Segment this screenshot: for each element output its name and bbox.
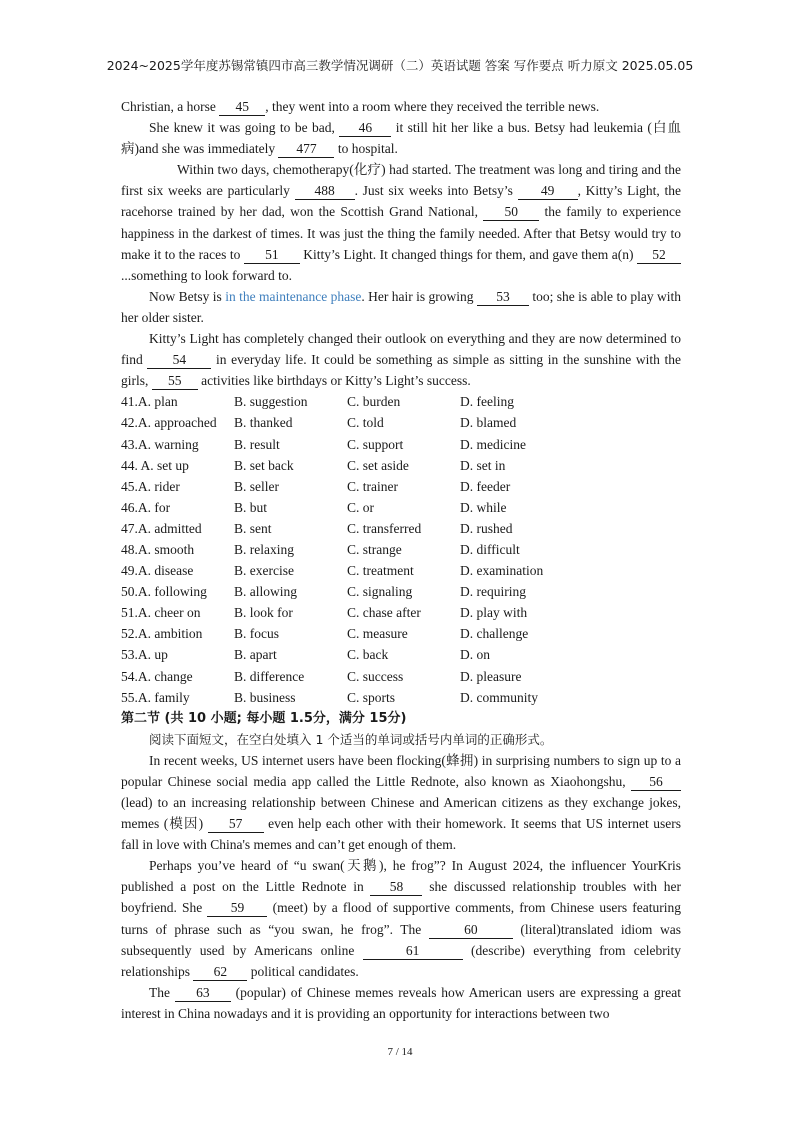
option-row: 47.A. admitted B. sent C. transferred D. rushed bbox=[121, 520, 513, 536]
page-number: 7 / 14 bbox=[387, 1046, 413, 1058]
blank-56[interactable]: 56 bbox=[631, 773, 681, 791]
blank-48[interactable]: 488 bbox=[295, 182, 355, 200]
option-row: 43.A. warning B. result C. support D. medicine bbox=[121, 436, 526, 452]
blank-55[interactable]: 55 bbox=[152, 372, 198, 390]
paragraph: Christian, a horse 45 , they went into a room where they received the terrible news. bbox=[121, 99, 600, 114]
blank-51[interactable]: 51 bbox=[244, 246, 300, 264]
option-row: 48.A. smooth B. relaxing C. strange D. difficult bbox=[121, 541, 520, 557]
answer-options bbox=[121, 391, 681, 707]
blank-60[interactable]: 60 bbox=[429, 921, 513, 939]
paragraph: Within two days, chemotherapy(化疗) had started. The treatment was long and tiring and the first six weeks are particularly 488 . Just six weeks into Betsy’s 49 , Kitty’s Light, the racehorse trained by her dad, won the Scottish Grand National, 50 the family to experience happiness in the darkest of times. It was just the thing the family needed. After that Betsy would try to make it to the races to 51 Kitty’s Light. It changed things for them, and gave them a(n) 52...something to look forward to. bbox=[121, 162, 682, 283]
paragraph: Now Betsy is in the maintenance phase. Her hair is growing 53 too; she is able to play with her older sister. bbox=[121, 288, 681, 325]
option-row: 42.A. approached B. thanked C. told D. blamed bbox=[121, 415, 517, 431]
option-row: 50.A. following B. allowing C. signaling D. requiring bbox=[121, 584, 526, 600]
section-title: 第二节 (共 10 小题; 每小题 1.5分，满分 15分) bbox=[121, 710, 407, 726]
blank-57[interactable]: 57 bbox=[208, 815, 264, 833]
blank-53[interactable]: 53 bbox=[477, 288, 529, 306]
option-row: 55.A. family B. business C. sports D. community bbox=[121, 689, 538, 705]
option-row: 41.A. plan B. suggestion C. burden D. feeling bbox=[121, 394, 514, 410]
blank-46[interactable]: 46 bbox=[339, 119, 391, 137]
exam-page bbox=[121, 96, 681, 1024]
option-row: 45.A. rider B. seller C. trainer D. feeder bbox=[121, 478, 511, 494]
blank-61[interactable]: 61 bbox=[363, 942, 463, 960]
option-row: 53.A. up B. apart C. back D. on bbox=[121, 647, 490, 663]
option-row: 44. A. set up B. set back C. set aside D. set in bbox=[121, 457, 506, 473]
paragraph: In recent weeks, US internet users have been flocking(蜂拥) in surprising numbers to sign up to a popular Chinese social media app called the Little Rednote, also known as Xiaohongshu, 56 (lead) to an increasing relationship between Chinese and American citizens as they exchange jokes, memes (模因) 57 even help each other with their homework. It seems that US internet users fall in love with China's memes and can’t get enough of them. bbox=[121, 752, 681, 853]
page-header: 2024~2025学年度苏锡常镇四市高三教学情况调研（二）英语试题 答案 写作要点 听力原文 2025.05.05 bbox=[106, 58, 694, 73]
paragraph: The 63 (popular) of Chinese memes reveals how American users are expressing a great interest in China nowadays and it is providing an opportunity for interactions between two bbox=[121, 984, 681, 1021]
blank-49[interactable]: 49 bbox=[518, 182, 578, 200]
option-row: 49.A. disease B. exercise C. treatment D. examination bbox=[121, 563, 544, 579]
blank-58[interactable]: 58 bbox=[370, 878, 422, 896]
paragraph: Kitty’s Light has completely changed their outlook on everything and they are now determined to find 54 in everyday life. It could be something as simple as sitting in the sunshine with the girls, 55 activities like birthdays or Kitty’s Light’s success. bbox=[121, 331, 681, 389]
blank-62[interactable]: 62 bbox=[193, 963, 247, 981]
blank-54[interactable]: 54 bbox=[147, 351, 211, 369]
blank-63[interactable]: 63 bbox=[175, 984, 231, 1002]
blank-59[interactable]: 59 bbox=[207, 899, 267, 917]
option-row: 52.A. ambition B. focus C. measure D. challenge bbox=[121, 626, 529, 642]
option-row: 46.A. for B. but C. or D. while bbox=[121, 499, 507, 515]
blank-52[interactable]: 52 bbox=[637, 246, 681, 264]
blank-45[interactable]: 45 bbox=[219, 98, 265, 116]
blank-50[interactable]: 50 bbox=[483, 203, 539, 221]
paragraph: She knew it was going to be bad, 46 it still hit her like a bus. Betsy had leukemia (白血病)and she was immediately 477 to hospital. bbox=[121, 120, 682, 157]
highlighted-phrase: in the maintenance phase bbox=[225, 288, 362, 304]
option-row: 54.A. change B. difference C. success D. pleasure bbox=[121, 668, 522, 684]
blank-47[interactable]: 477 bbox=[278, 140, 334, 158]
option-row: 51.A. cheer on B. look for C. chase after D. play with bbox=[121, 605, 528, 621]
paragraph: Perhaps you’ve heard of “u swan(天鹅), he frog”? In August 2024, the influencer YourKris published a post on the Little Rednote in 58 she discussed relationship troubles with her boyfriend. She 59 (meet) by a flood of supportive comments, from Chinese users featuring turns of phrase such as “you swan, he frog”. The 60 (literal)translated idiom was subsequently used by Americans online 61 (describe) everything from celebrity relationships 62 political candidates. bbox=[121, 858, 682, 979]
section-instruction: 阅读下面短文，在空白处填入 1 个适当的单词或括号内单词的正确形式。 bbox=[149, 731, 553, 747]
